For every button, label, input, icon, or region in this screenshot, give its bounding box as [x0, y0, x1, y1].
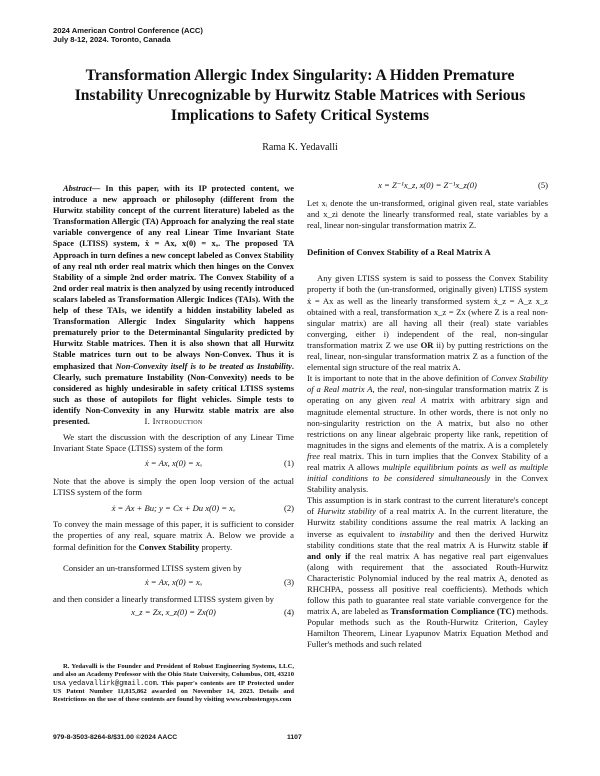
right-p3-i2: real	[390, 384, 405, 395]
right-p4-c: and then the derived Hurwitz stability conditions state that the real matrix A is Hurwitz stable	[307, 528, 549, 550]
right-paragraph-1: Let xᵢ denote the un-transformed, original given real, state variables and x_zi denote the linearly transformed real, state variables by a real, linear non-singular transformation matrix Z.	[307, 198, 548, 231]
intro-paragraph-4: Consider an un-transformed LTISS system given by	[63, 562, 242, 573]
equation-5-expr: x = Z⁻¹x_z, x(0) = Z⁻¹x_z(0)	[378, 180, 477, 190]
right-p4-bold2: Transformation Compliance (TC)	[390, 606, 515, 617]
paper-title: Transformation Allergic Index Singularity: A Hidden Premature Instability Unrecognizable by Hurwitz Stable Matrices with Serious Implications to Safety Critical Systems	[74, 67, 526, 124]
intro-p3-text-a: To convey the main message of this paper, it is sufficient to consider the properties of any real, square matrix A. Below we provide a formal definition for the	[53, 519, 294, 552]
equation-5-number: (5)	[537, 180, 548, 190]
right-p3-i5: multiple equilibrium points as well as multiple initial conditions to be considered simultaneously	[307, 461, 548, 484]
equation-3	[53, 577, 294, 591]
abstract-dash: —	[91, 184, 106, 193]
right-column-body	[307, 180, 548, 651]
right-p4-bold1: if and only if	[307, 539, 548, 561]
page-number: 1107	[287, 734, 302, 741]
intro-paragraph-3	[53, 519, 294, 552]
equation-4-number: (4)	[283, 606, 294, 617]
right-paragraph-4	[307, 495, 548, 650]
equation-4	[53, 607, 294, 621]
intro-paragraph-1: We start the discussion with the description of any Linear Time Invariant State Space (LTISS) system of the form	[53, 432, 294, 454]
definition-heading: Definition of Convex Stability of a Real Matrix A	[307, 247, 491, 258]
conference-header	[53, 26, 203, 44]
equation-1-expr: ẋ = Ax, x(0) = xₒ	[144, 458, 203, 469]
right-p4-i1: Hurwitz stability	[317, 506, 376, 517]
right-p3-c: , non-singular transformation matrix Z is operating on any given	[307, 384, 548, 406]
intro-p3-text-b: property.	[199, 541, 233, 552]
equation-5	[307, 180, 548, 194]
equation-2-number: (2)	[283, 503, 294, 514]
abstract-text-2: . Clearly, such premature Instability (Non-Convexity) needs to be considered as highly undesirable in safety critical LTISS systems such as those of autopilots for flight vehicles. Simple tests to identify Non-Convexity in any Hurwitz stable matrix are also presented.	[53, 361, 294, 426]
right-p4-d: the real matrix A has negative real part eigenvalues (along with requirement that the associated Routh-Hurwitz Characteristic Polynomial induced by the real matrix A, denoted as RHCHPA, possess all positive real coefficients). Methods which follow this path to guarantee real state variable convergence for the matrix A, are labeled as	[307, 550, 548, 617]
equation-4-expr: x_z = Zx, x_z(0) = Zx(0)	[131, 606, 216, 617]
abstract-text-1: In this paper, with its IP protected content, we introduce a new approach or philosophy (different from the Hurwitz stability concept of the current literature) labeled as the Transformation Allergic (TA) Approach for analyzing the real state variable convergence of any real Linear Time Invariant State Space (LTISS) system, ẋ = Ax, x(0) = xₒ. The proposed TA Approach in turn defines a new concept labeled as Convex Stability of any real nth order real matrix which then hinges on the Convex Stability of a simple 2nd order matrix. The Convex Stability of a 2nd order real matrix is then analyzed by using recently introduced scalars labeled as Transformation Allergic Indices (TAIs). With the help of these TAIs, we identify a hidden instability labeled as Transformation Allergic Index Singularity which happens prematurely prior to the Determinantal Singularity predicted by Hurwitz Stable matrices. Then it is also shown that all Hurwitz Stable matrices turn out to be always Non-Convex. Thus it is emphasized that	[53, 184, 294, 371]
abstract-emphasis: Non-Convexity itself is to be treated as Instability	[115, 361, 292, 371]
abstract	[53, 183, 294, 427]
introduction-body	[53, 432, 294, 621]
right-paragraph-2	[307, 273, 548, 373]
right-p4-i2: instability	[399, 528, 434, 539]
right-p3-i4: free	[307, 450, 321, 461]
intro-p3-bold: Convex Stability	[138, 541, 200, 552]
equation-2	[53, 503, 294, 517]
intro-paragraph-2: Note that the above is simply the open loop version of the actual LTISS system of the form	[53, 476, 294, 498]
right-p2-text-a: Any given LTISS system is said to possess the Convex Stability property if both the (un-transformed, originally given) LTISS system ẋ = Ax as well as the linearly transformed system ẋ_z = A_z x_z obtained with a real, transformation x_z = Zx (where Z is a real non-singular matrix) are all having all their (real) state variables converging, either i) independent of the real, non-singular transformation matrix Z we use	[307, 273, 548, 350]
paper-author: Rama K. Yedavalli	[262, 142, 338, 153]
abstract-label: Abstract	[63, 184, 92, 193]
footnote-text-2: . This paper's contents are IP Protected under US Patent Number 11,815,862 awarded on November 14, 2023. Details and Restrictions on the use of these contents are found by visiting www.robustengsys.com	[53, 679, 294, 704]
right-p3-a: It is important to note that in the above definition of	[307, 373, 492, 384]
right-p3-i3: real A	[401, 395, 427, 406]
equation-3-expr: ẋ = Ax, x(0) = xₒ	[144, 576, 203, 587]
right-p2-or: OR	[420, 339, 434, 350]
right-p4-e: methods. Popular methods such as the Routh-Hurwitz Criterion, Cayley Hamilton Theorem, Linear Lyapunov Matrix Equation Method and Fuller's methods and such related	[307, 606, 548, 650]
intro-paragraph-5: and then consider a linearly transformed LTISS system given by	[53, 593, 274, 604]
equation-1-number: (1)	[283, 458, 294, 469]
right-p3-e: real matrix. This in turn implies that the Convex Stability of a real matrix A allows	[307, 450, 548, 472]
author-footnote	[53, 663, 294, 704]
right-p4-a: This assumption is in stark contrast to the current literature's concept of	[307, 495, 548, 517]
section-heading-introduction: I. Introduction	[144, 416, 203, 426]
right-p4-b: of a real matrix A. In the current literature, the Hurwitz stability conditions assume the real matrix A lacking an inverse as equivalent to	[307, 506, 548, 539]
right-p3-i1: Convex Stability of a Real matrix A	[307, 373, 548, 395]
conference-name: 2024 American Control Conference (ACC)	[53, 26, 203, 35]
conference-dates-location: July 8-12, 2024. Toronto, Canada	[53, 35, 171, 44]
right-p3-b: , the	[372, 384, 391, 395]
right-p3-f: in the Convex Stability analysis.	[307, 473, 548, 495]
footnote-email[interactable]: yedavallirk@gmail.com	[68, 679, 157, 688]
footer-copyright: 979-8-3503-8264-8/$31.00 ©2024 AACC	[53, 734, 178, 741]
equation-3-number: (3)	[283, 576, 294, 587]
equation-2-expr: ẋ = Ax + Bu; y = Cx + Du x(0) = xₒ	[111, 503, 236, 514]
right-p3-d: matrix with arbitrary sign and magnitude elemental structure. In other words, there is not only no non-singularity restriction on the A matrix, but also no other restrictions on any linear algebraic property like rank, repetition of magnitudes in the signs and elements of the matrix. A is a completely	[307, 395, 548, 450]
equation-1	[53, 458, 294, 472]
right-paragraph-3	[307, 373, 548, 495]
footnote-text-1: R. Yedavalli is the Founder and President of Robust Engineering Systems, LLC, and also an Academy Professor with the Ohio State University, Columbus, OH, 43210 USA	[53, 663, 294, 687]
right-p2-text-b: ii) by putting restrictions on the real, linear, non-singular transformation matrix Z as a function of the elemental sign structure of the real matrix A.	[307, 339, 549, 373]
